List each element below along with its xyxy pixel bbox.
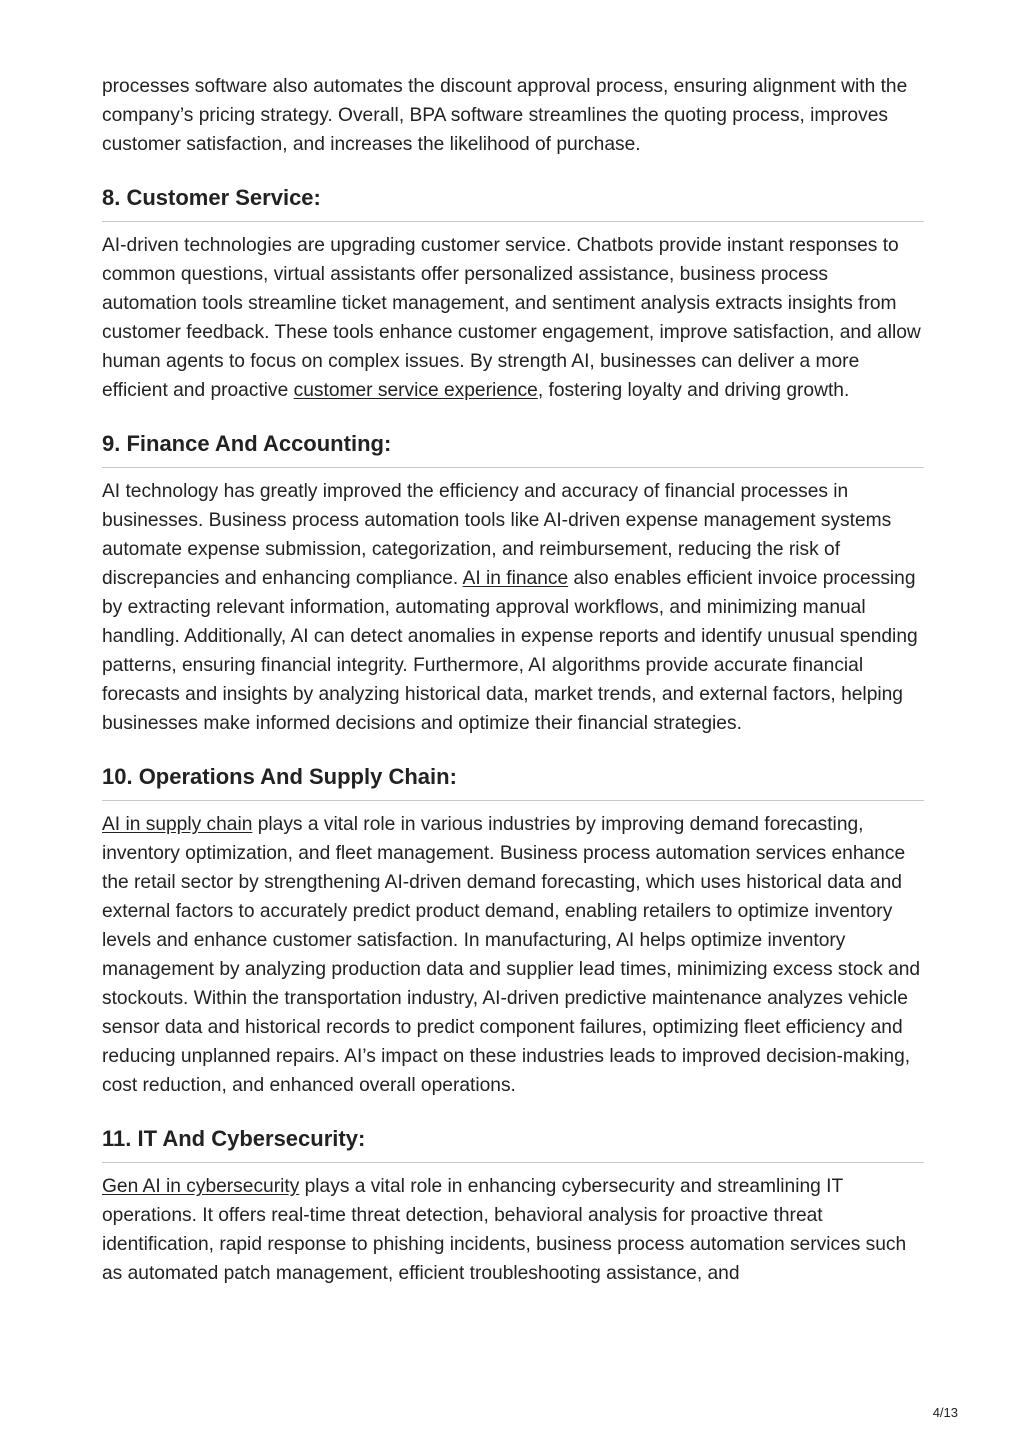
section-it-cybersecurity	[102, 1125, 924, 1288]
paragraph-text: AI-driven technologies are upgrading customer service. Chatbots provide instant responses to common questions, virtual assistants offer personalized assistance, business process automation tools streamline ticket management, and sentiment analysis extracts insights from customer feedback. These tools enhance customer engagement, improve satisfaction, and allow human agents to focus on complex issues. By strength AI, businesses can deliver a more efficient and proactive	[102, 235, 921, 401]
section-operations-supply-chain	[102, 763, 924, 1100]
document-page	[102, 72, 924, 1288]
paragraph-text: also enables efficient invoice processing by extracting relevant information, automating approval workflows, and minimizing manual handling. Additionally, AI can detect anomalies in expense reports and identify unusual spending patterns, ensuring financial integrity. Furthermore, AI algorithms provide accurate financial forecasts and insights by analyzing historical data, market trends, and external factors, helping businesses make informed decisions and optimize their financial strategies.	[102, 568, 918, 734]
section-finance-accounting	[102, 430, 924, 738]
section-paragraph	[102, 231, 924, 405]
customer-service-experience-link[interactable]: customer service experience	[293, 380, 538, 401]
section-heading: 11. IT And Cybersecurity:	[102, 1125, 924, 1163]
section-heading: 9. Finance And Accounting:	[102, 430, 924, 468]
section-heading: 10. Operations And Supply Chain:	[102, 763, 924, 801]
section-paragraph	[102, 810, 924, 1100]
paragraph-text: AI technology has greatly improved the efficiency and accuracy of financial processes in businesses. Business process automation tools like AI-driven expense management systems automate expense submission, categorization, and reimbursement, reducing the risk of discrepancies and enhancing compliance.	[102, 481, 892, 589]
ai-in-supply-chain-link[interactable]: AI in supply chain	[102, 814, 253, 835]
paragraph-text: , fostering loyalty and driving growth.	[537, 380, 850, 401]
section-heading: 8. Customer Service:	[102, 184, 924, 222]
paragraph-text: plays a vital role in enhancing cybersecurity and streamlining IT operations. It offers real-time threat detection, behavioral analysis for proactive threat identification, rapid response to phishing incidents, business process automation services such as automated patch management, efficient troubleshooting assistance, and	[102, 1176, 907, 1284]
gen-ai-in-cybersecurity-link[interactable]: Gen AI in cybersecurity	[102, 1176, 300, 1197]
intro-paragraph: processes software also automates the discount approval process, ensuring alignment with the company’s pricing strategy. Overall, BPA software streamlines the quoting process, improves customer satisfaction, and increases the likelihood of purchase.	[102, 76, 908, 155]
ai-in-finance-link[interactable]: AI in finance	[462, 568, 569, 589]
paragraph-text: plays a vital role in various industries by improving demand forecasting, inventory optimization, and fleet management. Business process automation services enhance the retail sector by strengthening AI-driven demand forecasting, which uses historical data and external factors to accurately predict product demand, enabling retailers to optimize inventory levels and enhance customer satisfaction. In manufacturing, AI helps optimize inventory management by analyzing production data and supplier lead times, minimizing excess stock and stockouts. Within the transportation industry, AI-driven predictive maintenance analyzes vehicle sensor data and historical records to predict component failures, optimizing fleet efficiency and reducing unplanned repairs. AI’s impact on these industries leads to improved decision-making, cost reduction, and enhanced overall operations.	[102, 814, 921, 1096]
section-customer-service	[102, 184, 924, 405]
page-number: 4/13	[932, 1405, 958, 1420]
section-paragraph	[102, 477, 924, 738]
section-paragraph	[102, 1172, 924, 1288]
